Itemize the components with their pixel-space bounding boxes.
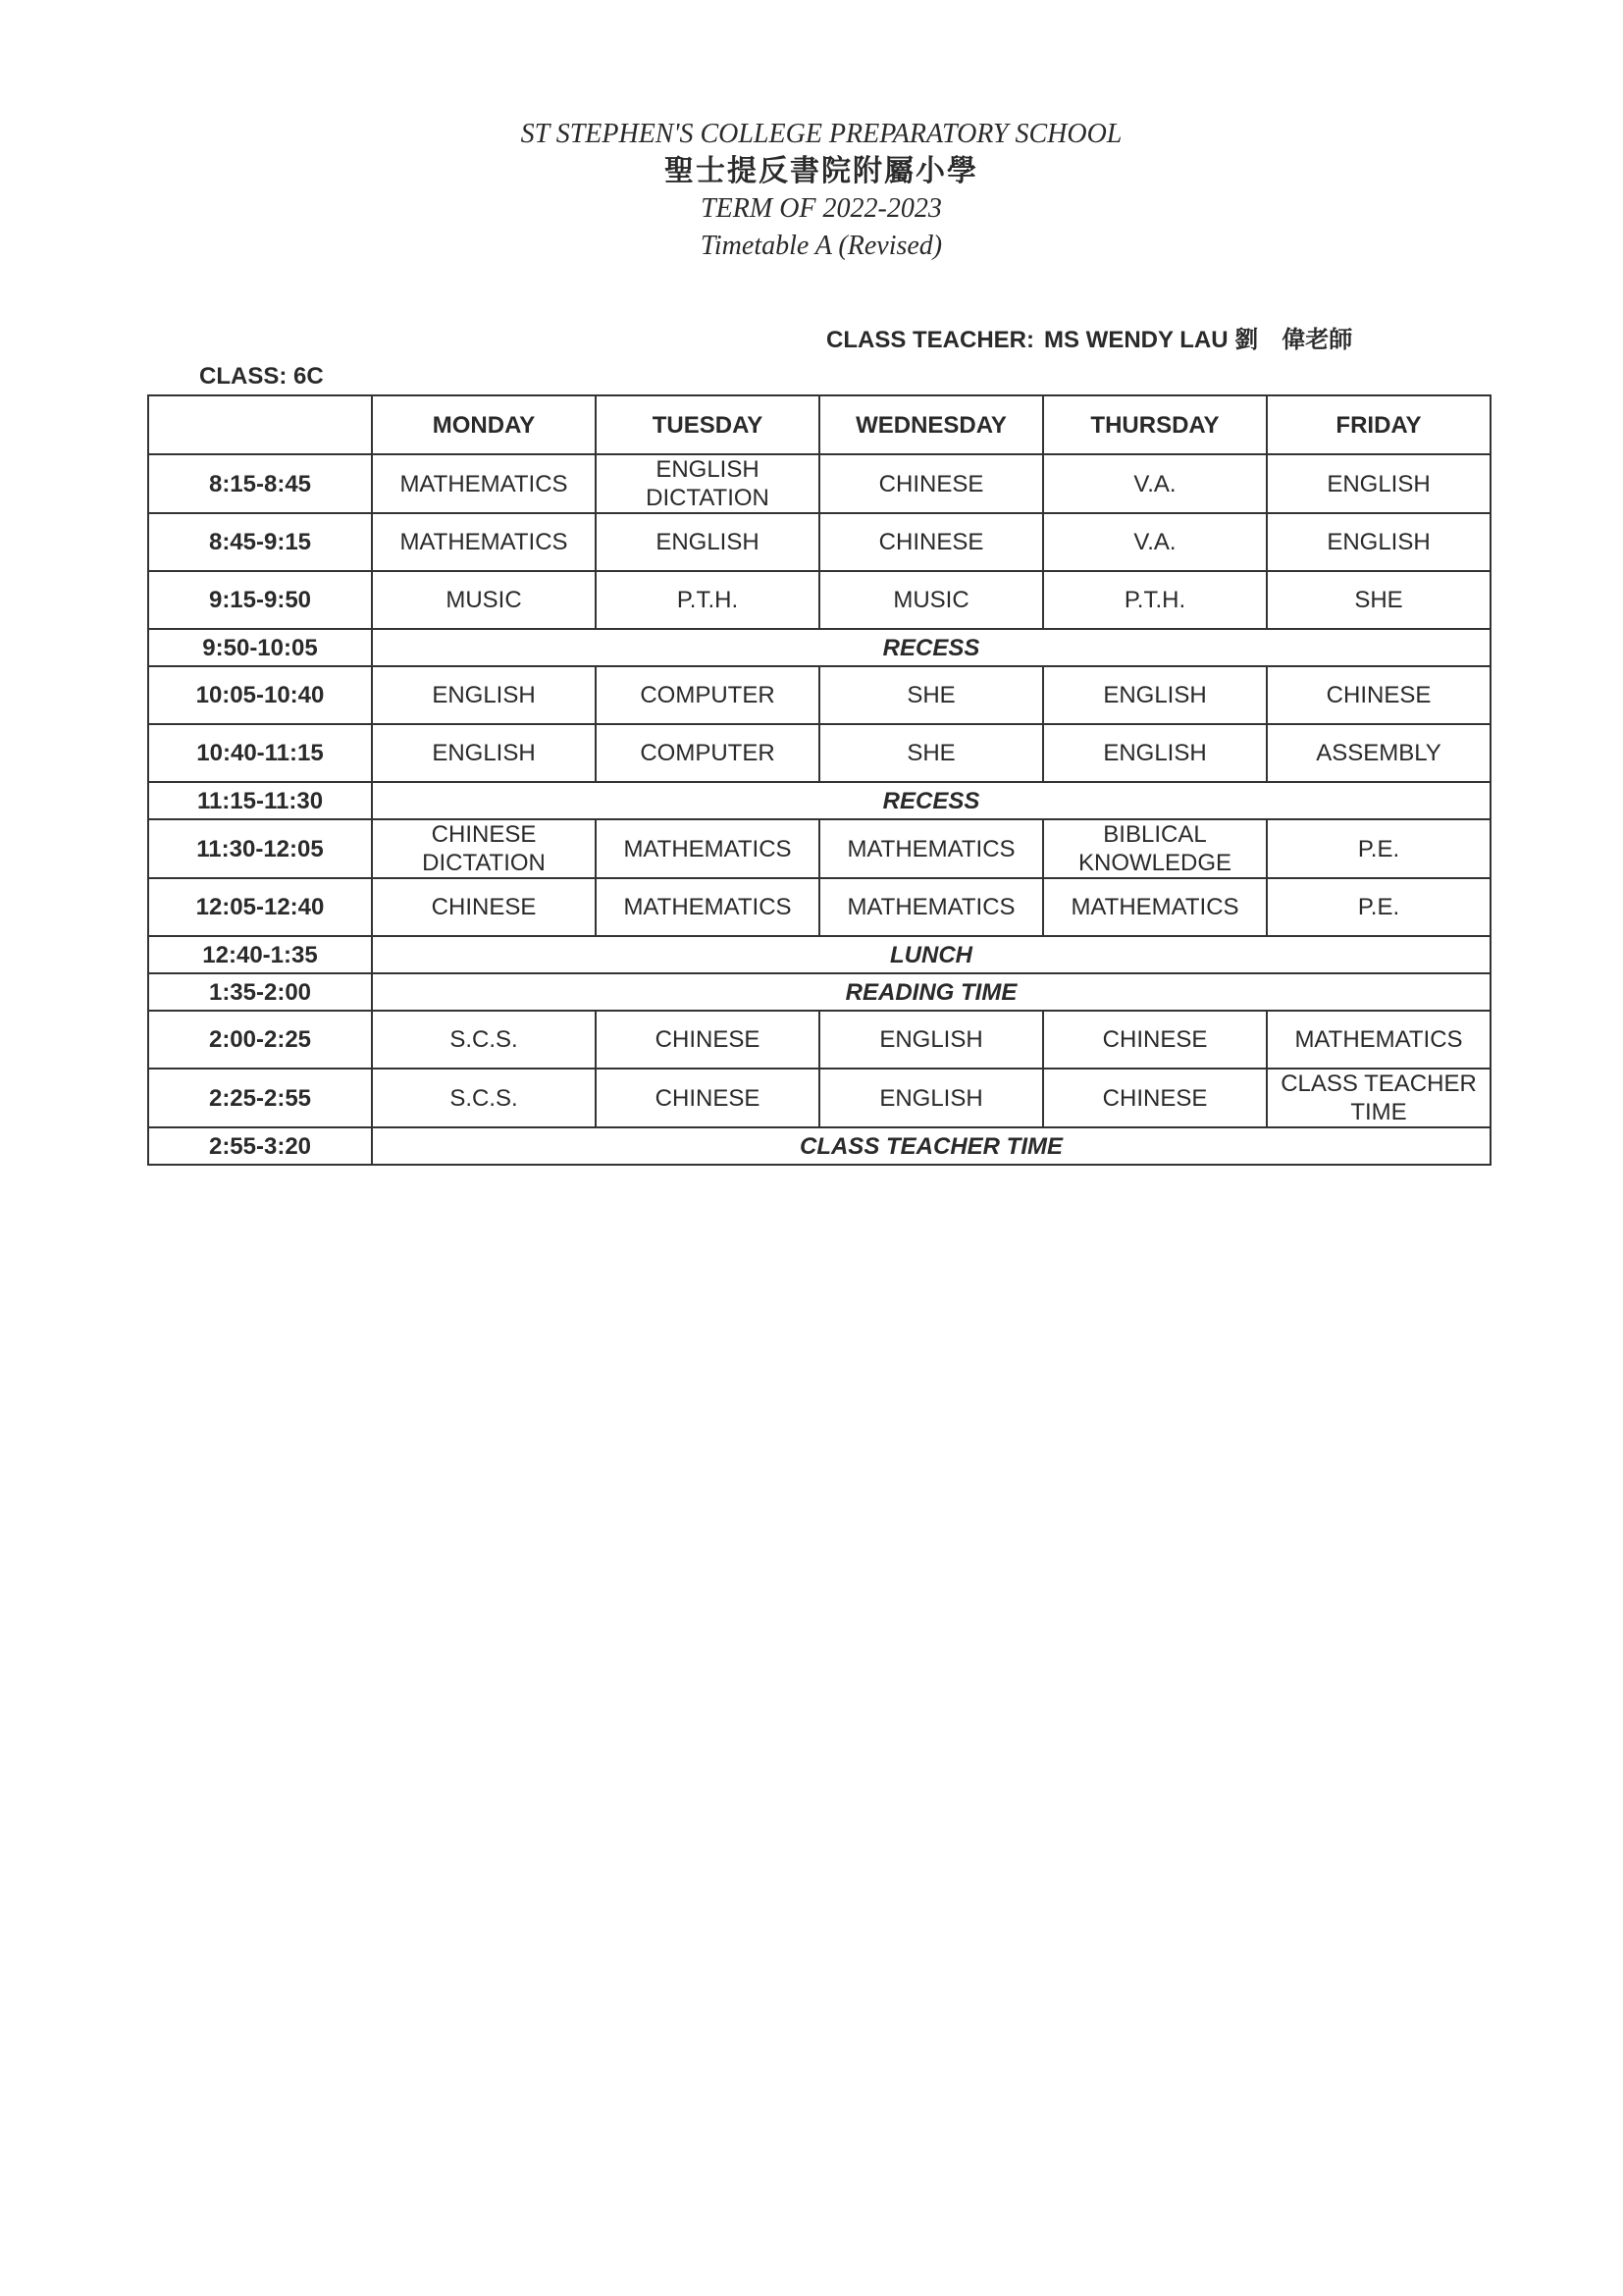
period-time: 12:40-1:35 [148,936,372,973]
timetable-break-row [148,782,1491,819]
period-time: 9:15-9:50 [148,571,372,629]
subject-cell: SHE [1267,571,1491,629]
subject-cell: ASSEMBLY [1267,724,1491,782]
day-header: TUESDAY [596,395,819,454]
subject-cell: CHINESE [1267,666,1491,724]
period-time: 11:30-12:05 [148,819,372,878]
timetable-name: Timetable A (Revised) [700,231,943,261]
subject-cell: CHINESE [372,878,596,936]
term-label: TERM OF 2022-2023 [701,193,942,224]
timetable-row [148,878,1491,936]
subject-cell: V.A. [1043,513,1267,571]
subject-cell: S.C.S. [372,1069,596,1127]
school-name-chinese: 聖士提反書院附屬小學 [664,155,978,187]
class-teacher-label: CLASS TEACHER: [826,327,1035,353]
timetable-row [148,724,1491,782]
period-time: 2:25-2:55 [148,1069,372,1127]
period-time: 8:45-9:15 [148,513,372,571]
timetable-break-row [148,629,1491,666]
timetable-row [148,1069,1491,1127]
break-label: CLASS TEACHER TIME [372,1127,1491,1165]
timetable-row [148,819,1491,878]
subject-cell: CHINESE [596,1011,819,1069]
subject-cell: MATHEMATICS [819,819,1043,878]
class-label: CLASS: 6C [199,363,324,390]
subject-cell: P.E. [1267,819,1491,878]
timetable-row [148,454,1491,513]
subject-cell: MATHEMATICS [819,878,1043,936]
timetable [147,394,1492,1166]
break-label: RECESS [372,629,1491,666]
subject-cell: MUSIC [372,571,596,629]
break-label: RECESS [372,782,1491,819]
timetable-header-row [148,395,1491,454]
subject-cell: SHE [819,724,1043,782]
subject-cell: S.C.S. [372,1011,596,1069]
subject-cell: P.E. [1267,878,1491,936]
subject-cell: CHINESE [1043,1011,1267,1069]
subject-cell: ENGLISH [1043,724,1267,782]
break-label: LUNCH [372,936,1491,973]
period-time: 11:15-11:30 [148,782,372,819]
subject-cell: ENGLISH [1267,454,1491,513]
class-teacher-name: MS WENDY LAU 劉 偉老師 [1044,327,1353,353]
period-time: 12:05-12:40 [148,878,372,936]
subject-cell: COMPUTER [596,724,819,782]
period-time: 9:50-10:05 [148,629,372,666]
timetable-body [148,454,1491,1165]
subject-cell: ENGLISH [596,513,819,571]
subject-cell: CLASS TEACHER TIME [1267,1069,1491,1127]
subject-cell: CHINESE [819,454,1043,513]
school-name: ST STEPHEN'S COLLEGE PREPARATORY SCHOOL [520,119,1123,149]
document-header [0,116,1623,265]
period-time: 8:15-8:45 [148,454,372,513]
timetable-row [148,571,1491,629]
subject-cell: ENGLISH [1043,666,1267,724]
day-header: WEDNESDAY [819,395,1043,454]
day-header: MONDAY [372,395,596,454]
subject-cell: MATHEMATICS [1043,878,1267,936]
subject-cell: P.T.H. [1043,571,1267,629]
subject-cell: MATHEMATICS [596,878,819,936]
timetable-row [148,666,1491,724]
subject-cell: BIBLICAL KNOWLEDGE [1043,819,1267,878]
subject-cell: CHINESE DICTATION [372,819,596,878]
period-time: 2:55-3:20 [148,1127,372,1165]
timetable-break-row [148,1127,1491,1165]
timetable-break-row [148,973,1491,1011]
period-time: 1:35-2:00 [148,973,372,1011]
subject-cell: ENGLISH [1267,513,1491,571]
corner-cell [148,395,372,454]
subject-cell: V.A. [1043,454,1267,513]
subject-cell: ENGLISH [372,724,596,782]
subject-cell: CHINESE [1043,1069,1267,1127]
subject-cell: COMPUTER [596,666,819,724]
subject-cell: CHINESE [819,513,1043,571]
subject-cell: MATHEMATICS [372,513,596,571]
subject-cell: MATHEMATICS [596,819,819,878]
subject-cell: MATHEMATICS [372,454,596,513]
day-header: THURSDAY [1043,395,1267,454]
break-label: READING TIME [372,973,1491,1011]
subject-cell: ENGLISH [372,666,596,724]
subject-cell: CHINESE [596,1069,819,1127]
timetable-row [148,1011,1491,1069]
timetable-break-row [148,936,1491,973]
timetable-row [148,513,1491,571]
subject-cell: SHE [819,666,1043,724]
subject-cell: MUSIC [819,571,1043,629]
period-time: 10:40-11:15 [148,724,372,782]
class-teacher-line [826,320,1352,354]
subject-cell: MATHEMATICS [1267,1011,1491,1069]
subject-cell: ENGLISH [819,1069,1043,1127]
day-header: FRIDAY [1267,395,1491,454]
subject-cell: ENGLISH [819,1011,1043,1069]
period-time: 10:05-10:40 [148,666,372,724]
subject-cell: ENGLISH DICTATION [596,454,819,513]
period-time: 2:00-2:25 [148,1011,372,1069]
subject-cell: P.T.H. [596,571,819,629]
